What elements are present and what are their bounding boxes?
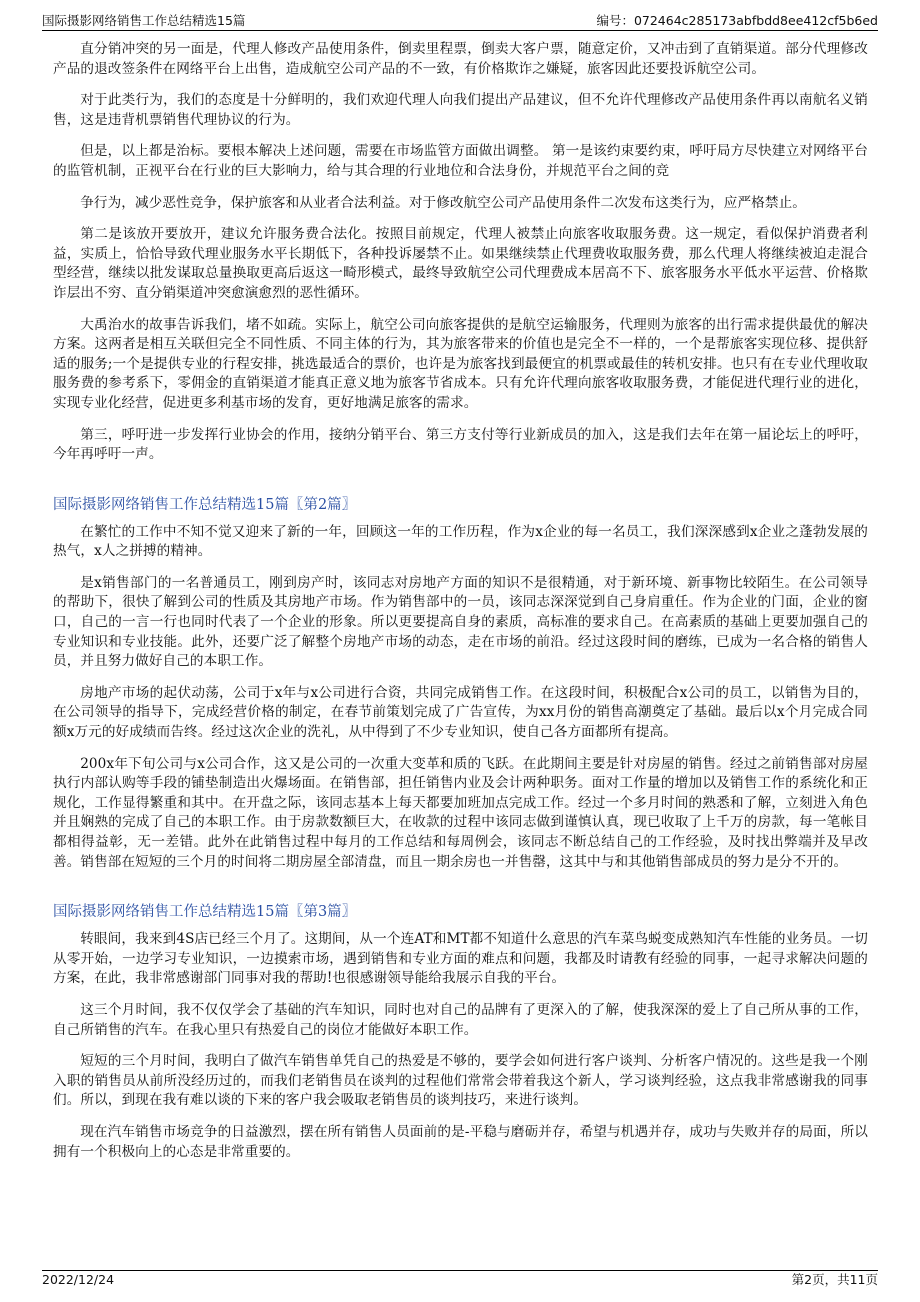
section-3 bbox=[53, 902, 868, 1162]
paragraph: 对于此类行为，我们的态度是十分鲜明的，我们欢迎代理人向我们提出产品建议，但不允许代理修改产品使用条件再以南航名义销售，这是违背机票销售代理协议的行为。 bbox=[53, 92, 868, 128]
section-2 bbox=[53, 495, 868, 873]
paragraph: 短短的三个月时间，我明白了做汽车销售单凭自己的热爱是不够的，要学会如何进行客户谈判、分析客户情况的。这些是我一个刚入职的销售员从前所没经历过的，而我们老销售员在谈判的过程他们常常会带着我这个新人，学习谈判经验，这点我非常感谢我的同事们。所以，到现在我有难以谈的下来的客户我会吸取老销售员的谈判技巧，来进行谈判。 bbox=[53, 1053, 868, 1109]
footer-page-info: 第2页，共11页 bbox=[791, 1272, 878, 1287]
paragraph: 是x销售部门的一名普通员工，刚到房产时，该同志对房地产方面的知识不是很精通，对于新环境、新事物比较陌生。在公司领导的帮助下，很快了解到公司的性质及其房地产市场。作为销售部中的一员，该同志深深觉到自己身肩重任。作为企业的门面，企业的窗口，自己的一言一行也同时代表了一个企业的形象。所以更要提高自身的素质，高标准的要求自己。在高素质的基础上更要加强自己的专业知识和专业技能。此外，还要广泛了解整个房地产市场的动态，走在市场的前沿。经过这段时间的磨练，已成为一名合格的销售人员，并且努力做好自己的本职工作。 bbox=[53, 574, 868, 670]
paragraph: 现在汽车销售市场竞争的日益激烈，摆在所有销售人员面前的是-平稳与磨砺并存，希望与机遇并存，成功与失败并存的局面，所以拥有一个积极向上的心态是非常重要的。 bbox=[53, 1123, 868, 1160]
page-footer bbox=[42, 1270, 878, 1289]
paragraph: 直分销冲突的另一面是，代理人修改产品使用条件，倒卖里程票，倒卖大客户票，随意定价，又冲击到了直销渠道。部分代理修改产品的退改签条件在网络平台上出售，造成航空公司产品的不一致，有价格欺诈之嫌疑，旅客因此还要投诉航空公司。 bbox=[53, 41, 868, 77]
section-1 bbox=[53, 40, 868, 465]
footer-date: 2022/12/24 bbox=[42, 1272, 115, 1287]
paragraph: 第二是该放开要放开，建议允许服务费合法化。按照目前规定，代理人被禁止向旅客收取服务费。这一规定，看似保护消费者利益，实质上，恰恰导致代理业服务水平长期低下，各种投诉屡禁不止。如果继续禁止代理费收取服务费，那么代理人将继续被迫走混合型经营，继续以批发谋取总量换取更高后返这一畸形模式，最终导致航空公司代理费成本居高不下、旅客服务水平低水平运营、价格欺诈层出不穷、直分销渠道冲突愈演愈烈的恶性循环。 bbox=[53, 226, 868, 301]
paragraph: 200x年下旬公司与x公司合作，这又是公司的一次重大变革和质的飞跃。在此期间主要是针对房屋的销售。经过之前销售部对房屋执行内部认购等手段的铺垫制造出火爆场面。在销售部，担任销售内业及会计两种职务。面对工作量的增加以及销售工作的系统化和正规化，工作显得繁重和其中。在开盘之际，该同志基本上每天都要加班加点完成工作。经过一个多月时间的熟悉和了解，立刻进入角色并且娴熟的完成了自己的本职工作。由于房款数额巨大，在收款的过程中该同志做到谨慎认真，现已收取了上千万的房款，每一笔帐目都相得益彰，无一差错。此外在此销售过程中每月的工作总结和每周例会，该同志不断总结自己的工作经验，及时找出弊端并及早改善。销售部在短短的三个月的时间将二期房屋全部清盘，而且一期余房也一并售罄，这其中与和其他销售部成员的努力是分不开的。 bbox=[53, 755, 868, 870]
page-header bbox=[42, 12, 878, 31]
header-title: 国际摄影网络销售工作总结精选15篇 bbox=[42, 13, 246, 28]
paragraph: 房地产市场的起伏动荡，公司于x年与x公司进行合资，共同完成销售工作。在这段时间，积极配合x公司的员工，以销售为目的，在公司领导的指导下，完成经营价格的制定，在春节前策划完成了广告宣传，为xx月份的销售高潮奠定了基础。最后以x个月完成合同额x万元的好成绩而告终。经过这次企业的洗礼，从中得到了不少专业知识，使自己各方面都所有提高。 bbox=[53, 684, 868, 741]
section-heading: 国际摄影网络销售工作总结精选15篇〖第2篇〗 bbox=[53, 496, 357, 513]
paragraph: 但是，以上都是治标。要根本解决上述问题，需要在市场监管方面做出调整。 第一是该约束要约束，呼吁局方尽快建立对网络平台的监管机制，正视平台在行业的巨大影响力，给与其合理的行业地位和合法身份，并规范平台之间的竞 bbox=[53, 143, 868, 179]
header-doc-number: 编号：072464c285173abfbdd8ee412cf5b6ed bbox=[596, 13, 878, 28]
section-heading: 国际摄影网络销售工作总结精选15篇〖第3篇〗 bbox=[53, 904, 357, 921]
paragraph: 第三，呼吁进一步发挥行业协会的作用，接纳分销平台、第三方支付等行业新成员的加入，这是我们去年在第一届论坛上的呼吁，今年再呼吁一声。 bbox=[53, 426, 868, 463]
paragraph: 争行为，减少恶性竞争，保护旅客和从业者合法利益。对于修改航空公司产品使用条件二次发布这类行为，应严格禁止。 bbox=[80, 194, 806, 211]
paragraph: 这三个月时间，我不仅仅学会了基础的汽车知识，同时也对自己的品牌有了更深入的了解，使我深深的爱上了自己所从事的工作，自己所销售的汽车。在我心里只有热爱自己的岗位才能做好本职工作。 bbox=[53, 1001, 868, 1038]
paragraph: 大禹治水的故事告诉我们，堵不如疏。实际上，航空公司向旅客提供的是航空运输服务，代理则为旅客的出行需求提供最优的解决方案。这两者是相互关联但完全不同性质、不同主体的行为，其为旅客带来的价值也是完全不一样的，一个是帮旅客实现位移、提供舒适的服务;一个是提供专业的行程安排，挑选最适合的票价，也许是为旅客找到最便宜的机票或最佳的转机安排。也只有在专业代理收取服务费的参考系下，零佣金的直销渠道才能真正意义地为旅客节省成本。只有允许代理向旅客收取服务费，才能促进代理行业的进化，实现专业化经营，促进更多利基市场的发育，更好地满足旅客的需求。 bbox=[53, 316, 868, 411]
paragraph: 在繁忙的工作中不知不觉又迎来了新的一年，回顾这一年的工作历程，作为x企业的每一名员工，我们深深感到x企业之蓬勃发展的热气，x人之拼搏的精神。 bbox=[53, 523, 868, 560]
paragraph: 转眼间，我来到4S店已经三个月了。这期间，从一个连AT和MT都不知道什么意思的汽车菜鸟蜕变成熟知汽车性能的业务员。一切从零开始，一边学习专业知识，一边摸索市场，遇到销售和专业方面的难点和问题，我都及时请教有经验的同事，一起寻求解决问题的方案，在此，我非常感谢部门同事对我的帮助!也很感谢领导能给我展示自我的平台。 bbox=[53, 931, 868, 987]
document-body bbox=[53, 40, 868, 1174]
